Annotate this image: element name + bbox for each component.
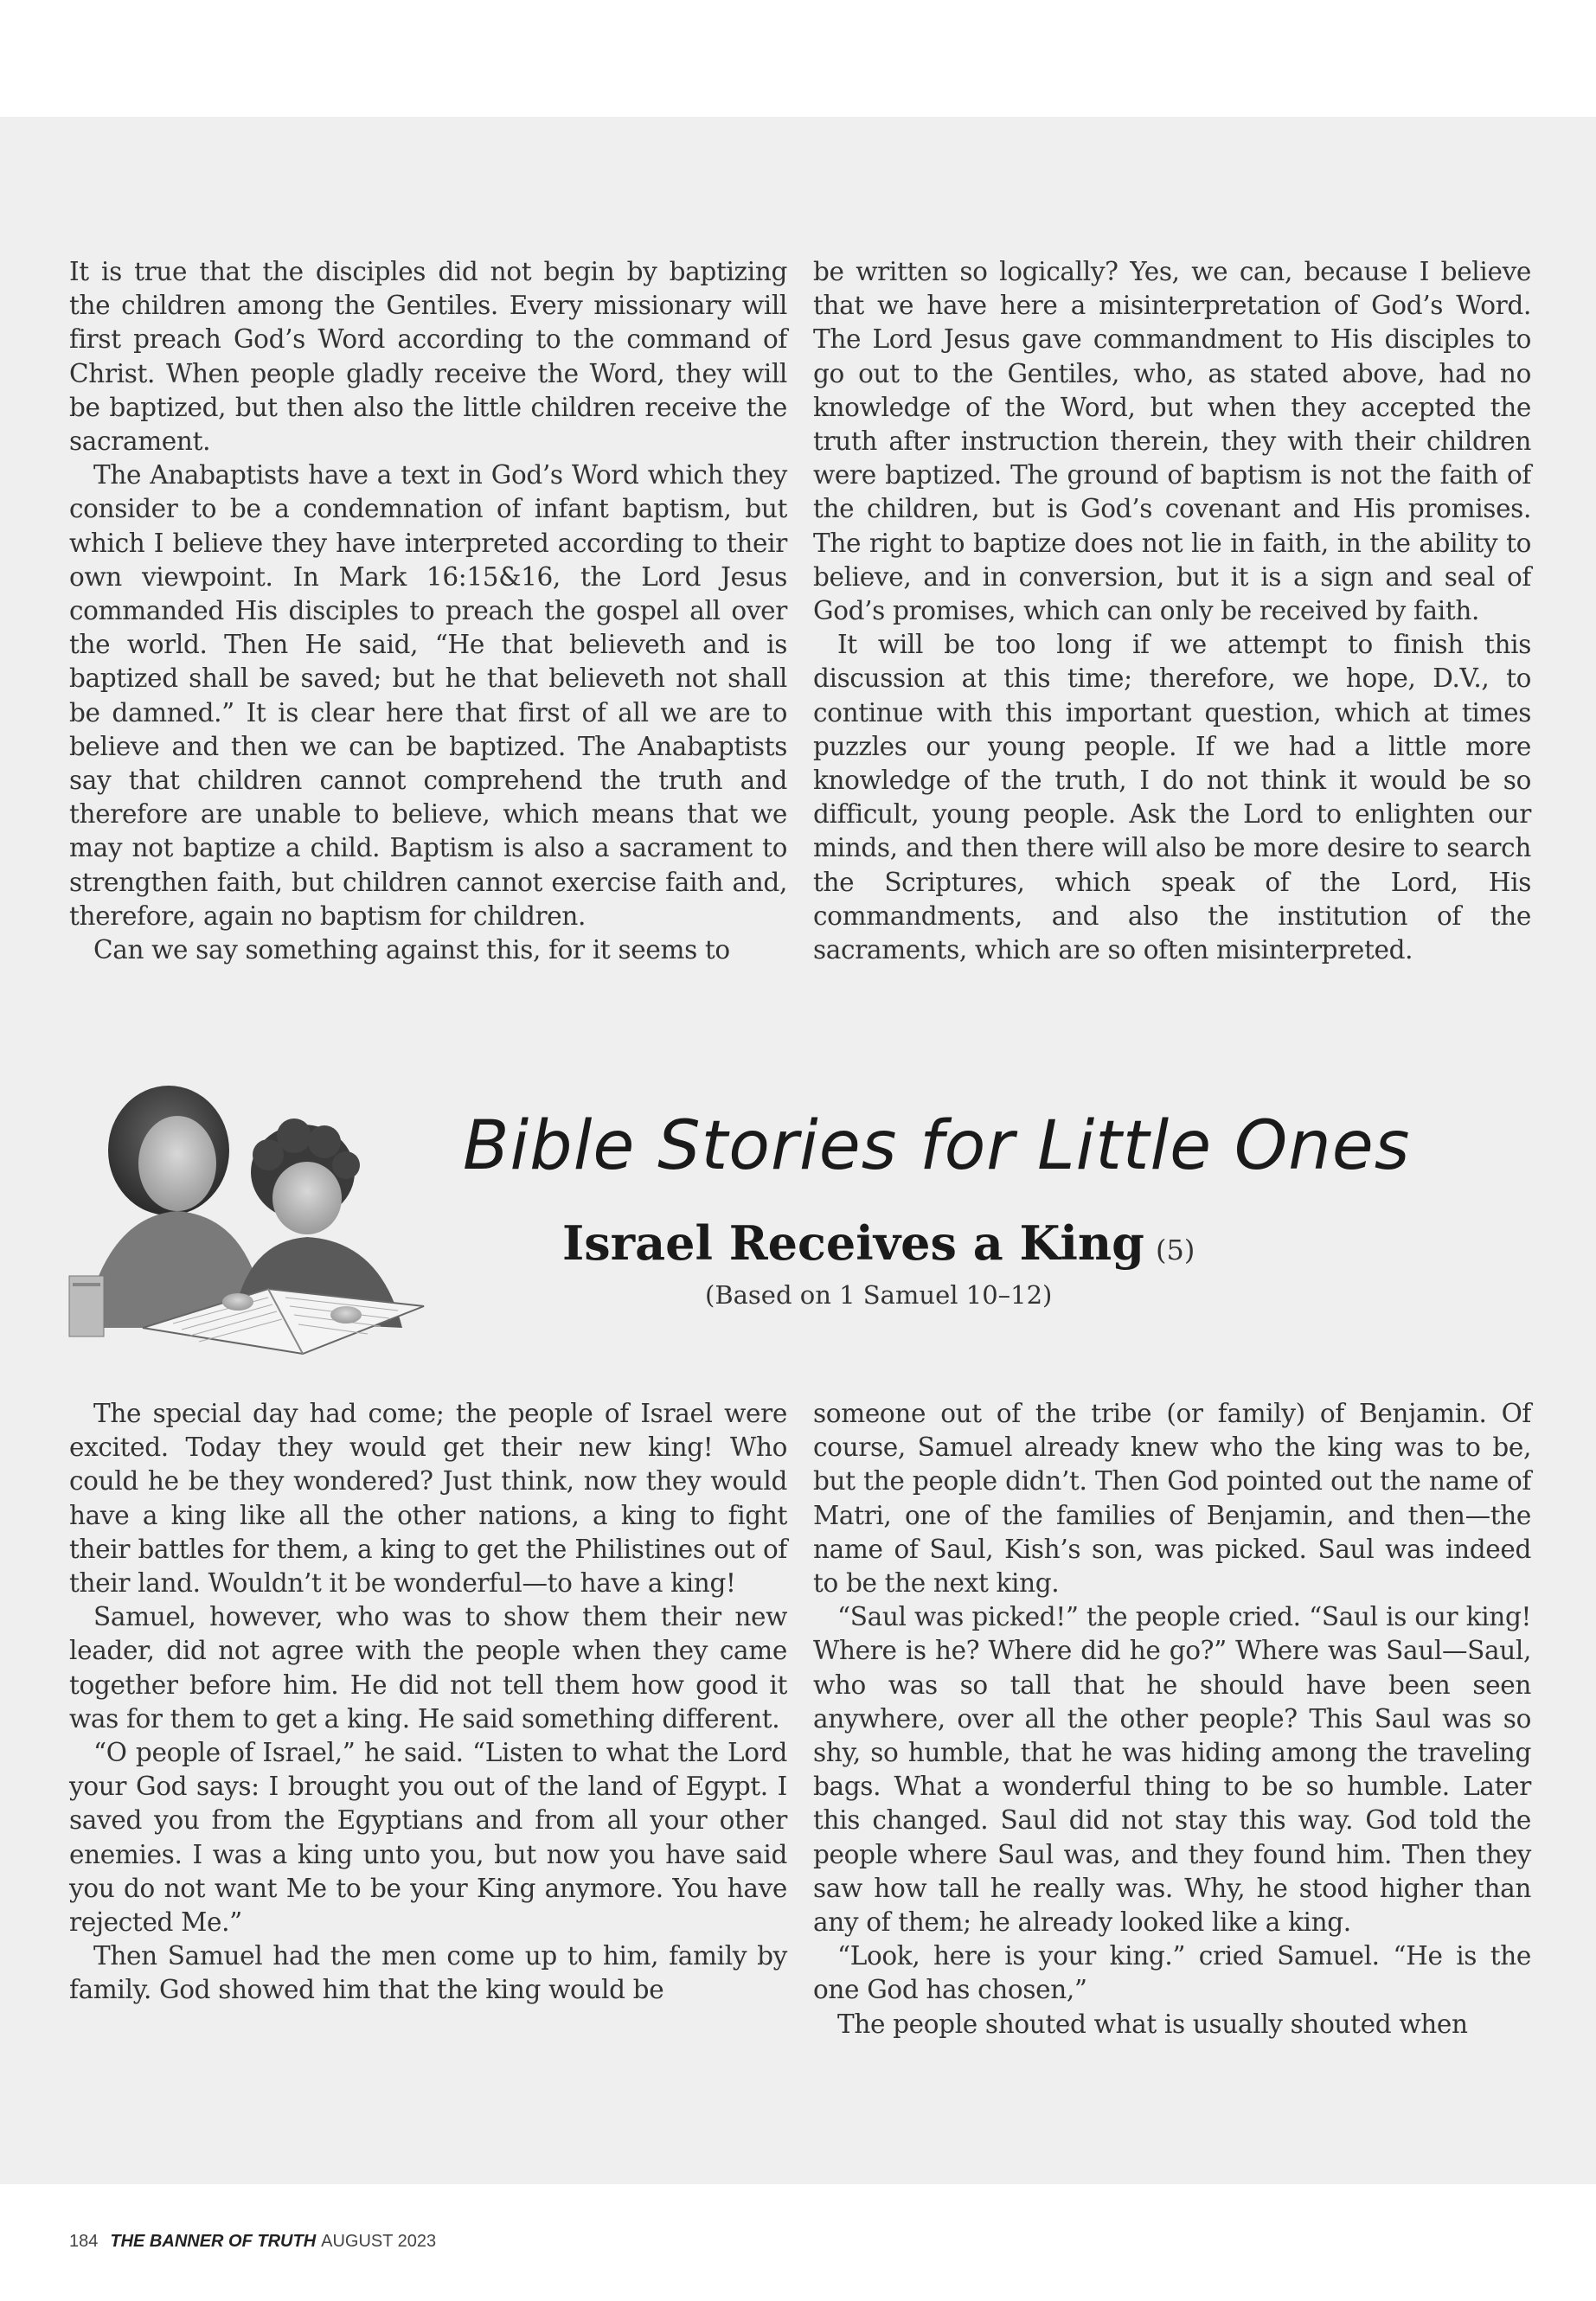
- children-reading-bible-illustration: [61, 1068, 441, 1362]
- paragraph: “Saul was picked!” the people cried. “Saul is our king! Where is he? Where did he go?” Where was Saul—Saul, who was so tall that he should have been seen anywhere, over all the other people? This Saul was so shy, so humble, that he was hiding among the traveling bags. What a wonderful thing to be so humble. Later this changed. Saul did not stay this way. God told the people where Saul was, and they found him. Then they saw how tall he really was. Why, he stood higher than any of them; he already looked like a king.: [813, 1602, 1531, 1938]
- article-column-left: [69, 255, 787, 967]
- story-part-number: (5): [1156, 1234, 1195, 1266]
- paragraph: Then Samuel had the men come up to him, family by family. God showed him that the king would be: [69, 1941, 787, 2005]
- paragraph: The Anabaptists have a text in God’s Word which they consider to be a condemnation of infant baptism, but which I believe they have interpreted according to their own viewpoint. In Mark 16:15&16, the Lord Jesus commanded His disciples to preach the gospel all over the world. Then He said, “He that believeth and is baptized shall be saved; but he that believeth not shall be damned.” It is clear here that first of all we are to believe and then we can be baptized. The Anabaptists say that children cannot comprehend the truth and therefore are unable to believe, which means that we may not baptize a child. Baptism is also a sacrament to strengthen faith, but children cannot exercise faith and, therefore, again no baptism for children.: [69, 460, 787, 931]
- paragraph: It is true that the disciples did not begin by baptizing the children among the Gentiles. Every missionary will first preach God’s Word according to the command of Christ. When people gladly receive the Word, they will be baptized, but then also the little children receive the sacrament.: [69, 257, 787, 457]
- issue-date: AUGUST 2023: [321, 2232, 437, 2251]
- section-heading: Bible Stories for Little Ones: [463, 1107, 1411, 1185]
- paragraph: The people shouted what is usually shouted when: [837, 2009, 1468, 2039]
- paragraph: someone out of the tribe (or family) of Benjamin. Of course, Samuel already knew who the king was to be, but the people didn’t. Then God pointed out the name of Matri, one of the families of Benjamin, and then—the name of Saul, Kish’s son, was picked. Saul was indeed to be the next king.: [813, 1399, 1531, 1599]
- publication-name: THE BANNER OF TRUTH: [110, 2232, 317, 2251]
- paragraph: be written so logically? Yes, we can, because I believe that we have here a misinterpretation of God’s Word. The Lord Jesus gave commandment to His disciples to go out to the Gentiles, who, as stated above, had no knowledge of the Word, but when they accepted the truth after instruction therein, they with their children were baptized. The ground of baptism is not the faith of the children, but is God’s covenant and His promises. The right to baptize does not lie in faith, in the ability to believe, and in conversion, but it is a sign and seal of God’s promises, which can only be received by faith.: [813, 257, 1531, 626]
- paragraph: Samuel, however, who was to show them their new leader, did not agree with the people when they came together before him. He did not tell them how good it was for them to get a king. He said something different.: [69, 1602, 787, 1734]
- paragraph: Can we say something against this, for it seems to: [93, 935, 730, 965]
- paragraph: It will be too long if we attempt to finish this discussion at this time; therefore, we hope, D.V., to continue with this important question, which at times puzzles our young people. If we had a little more knowledge of the truth, I do not think it would be so difficult, young people. Ask the Lord to enlighten our minds, and then there will also be more desire to search the Scriptures, which speak of the Lord, His commandments, and also the institution of the sacraments, which are so often misinterpreted.: [813, 630, 1531, 965]
- page-number: 184: [69, 2232, 99, 2251]
- article-column-right: [813, 255, 1531, 967]
- paragraph: The special day had come; the people of Israel were excited. Today they would get their new king! Who could he be they wondered? Just think, now they would have a king like all the other nations, a king to fight their battles for them, a king to get the Philistines out of their land. Wouldn’t it be wonderful—to have a king!: [69, 1399, 787, 1599]
- story-column-left: [69, 1397, 787, 2008]
- story-subtitle: (Based on 1 Samuel 10–12): [705, 1280, 1053, 1310]
- story-title-text: Israel Receives a King: [562, 1215, 1144, 1271]
- paragraph: “Look, here is your king.” cried Samuel. “He is the one God has chosen,”: [813, 1941, 1531, 2005]
- page-footer: [69, 2232, 436, 2252]
- paragraph: “O people of Israel,” he said. “Listen to what the Lord your God says: I brought you out of the land of Egypt. I saved you from the Egyptians and from all your other enemies. I was a king unto you, but now you have said you do not want Me to be your King anymore. You have rejected Me.”: [69, 1738, 787, 1938]
- magazine-page: [0, 117, 1596, 2251]
- story-column-right: [813, 1397, 1531, 2041]
- story-title: [562, 1215, 1341, 1271]
